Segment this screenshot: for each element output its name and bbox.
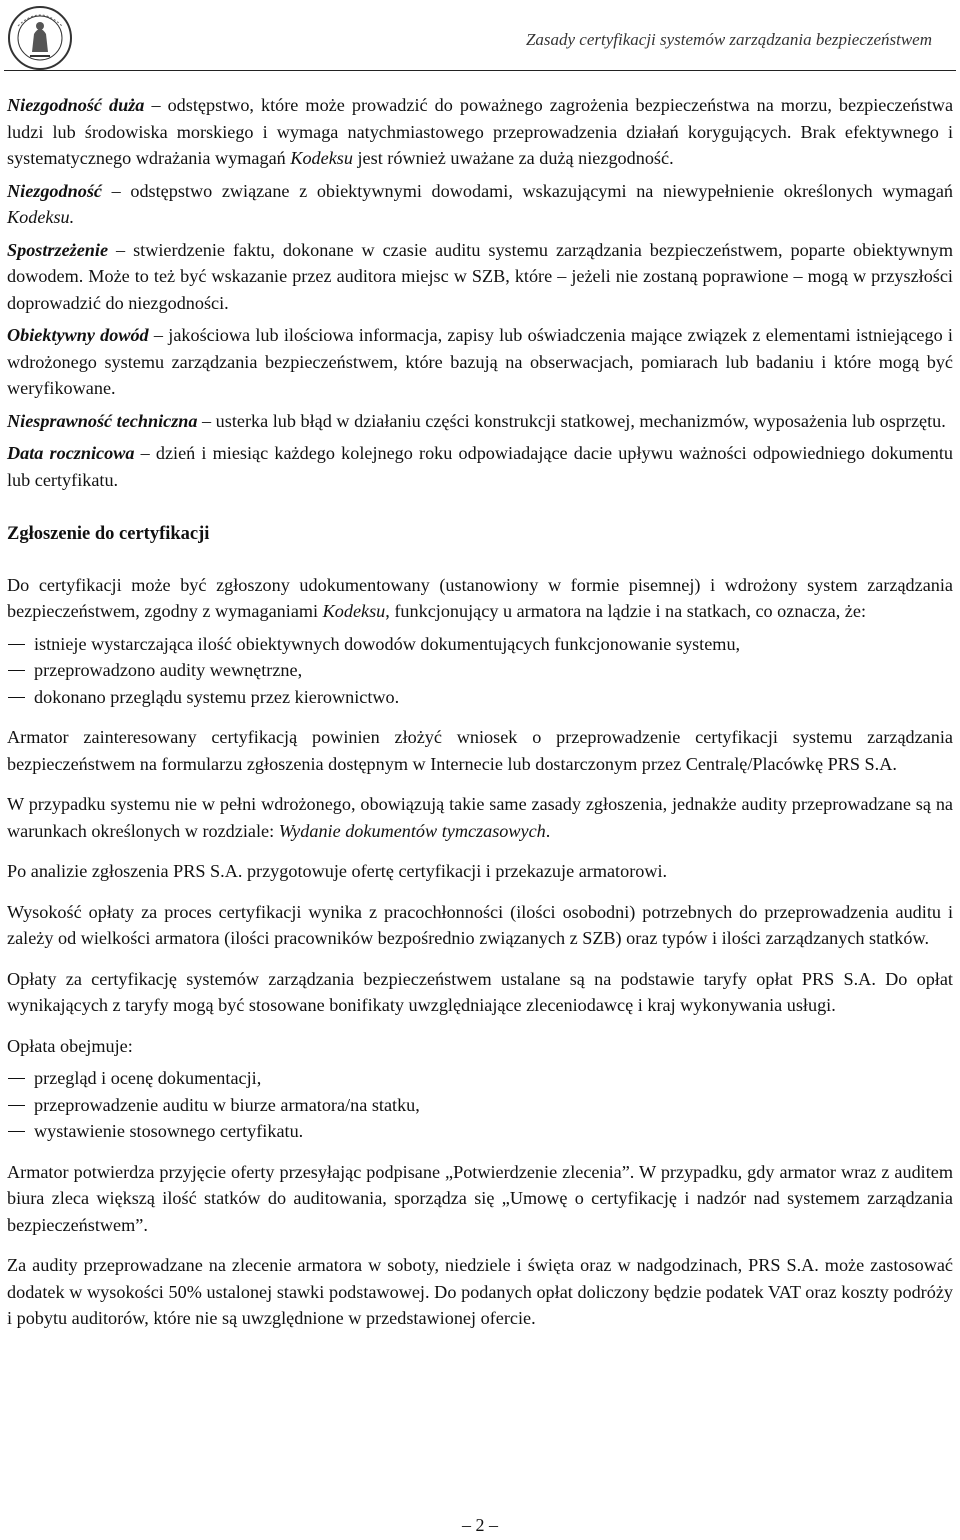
conditions-list (7, 631, 953, 711)
paragraph-confirmation: Armator potwierdza przyjęcie oferty przesyłając podpisane „Potwierdzenie zlecenia”. W przypadku, gdy armator wraz z auditem biura zleca większą ilość statków do auditowania, sporządza się „Umowę o certyfikację i nadzór nad systemem zarządzania bezpieczeństwem”. (7, 1161, 953, 1235)
definition-anniversary-date: Data rocznicowa – dzień i miesiąc każdego kolejnego roku odpowiadające dacie upływu ważności odpowiedniego dokumentu lub certyfikatu. (7, 443, 954, 490)
paragraph-fee-amount: Wysokość opłaty za proces certyfikacji wynika z pracochłonności (ilości osobodni) potrzebnych do przeprowadzenia auditu i zależy od wielkości armatora (ilości pracowników bezpośrednio związanych z SZB) oraz typów i ilości zarządzanych statków. (7, 901, 953, 948)
fee-items-list (7, 1065, 953, 1145)
header-divider (4, 70, 956, 71)
list-item: wystawienie stosownego certyfikatu. (7, 1118, 953, 1145)
definition-major-nonconformity: Niezgodność duża – odstępstwo, które może prowadzić do poważnego zagrożenia bezpieczeństwa na morzu, bezpieczeństwa ludzi lub środowiska morskiego i wymaga natychmiastowego przeprowadzenia działań korygujących. Brak efektywnego i systematycznego wdrażania wymagań Kodeksu jest również uważane za dużą niezgodność. (7, 95, 954, 168)
definition-term: Niezgodność duża (7, 95, 145, 115)
prs-logo (6, 4, 74, 72)
definition-nonconformity: Niezgodność – odstępstwo związane z obiektywnymi dowodami, wskazującymi na niewypełnienie określonych wymagań Kodeksu. (7, 180, 953, 227)
definition-term: Niezgodność (7, 180, 102, 201)
list-item: przeprowadzono audity wewnętrzne, (7, 657, 953, 684)
definition-term: Spostrzeżenie (7, 239, 109, 260)
intro-paragraph: Do certyfikacji może być zgłoszony udokumentowany (ustanowiony w formie pisemnej) i wdrożony system zarządzania bezpieczeństwem, zgodny z wymaganiami Kodeksu, funkcjonujący u armatora na lądzie i na statkach, co oznacza, że: (7, 574, 953, 621)
paragraph-offer: Po analizie zgłoszenia PRS S.A. przygotowuje ofertę certyfikacji i przekazuje armatorowi. (7, 861, 668, 881)
paragraph-application: Armator zainteresowany certyfikacją powinien złożyć wniosek o przeprowadzenie certyfikacji systemu zarządzania bezpieczeństwem na formularzu zgłoszenia dostępnym w Internecie lub dostarczonym przez Centralę/Placówkę PRS S.A. (7, 727, 953, 774)
list-item: przegląd i ocenę dokumentacji, (7, 1065, 953, 1092)
definition-term: Data rocznicowa (7, 443, 135, 463)
definition-term: Niesprawność techniczna (7, 410, 198, 431)
paragraph-weekend-surcharge: Za audity przeprowadzane na zlecenie armatora w soboty, niedziele i święta oraz w nadgodzinach, PRS S.A. może zastosować dodatek w wysokości 50% ustalonej stawki podstawowej. Do podanych opłat doliczony będzie podatek VAT oraz koszty podróży i pobytu auditorów, które nie są uwzględnione w przedstawionej ofercie. (7, 1255, 953, 1328)
definition-objective-evidence: Obiektywny dowód – jakościowa lub ilościowa informacja, zapisy lub oświadczenia mające związek z elementami istniejącego i wdrożonego systemu zarządzania bezpieczeństwem, które bazują na obserwacjach, pomiarach lub badaniu i które mogą być weryfikowane. (7, 325, 953, 398)
header-title: Zasady certyfikacji systemów zarządzania bezpieczeństwem (525, 30, 932, 49)
list-item: przeprowadzenie auditu w biurze armatora/na statku, (7, 1092, 953, 1119)
paragraph-partial-system: W przypadku systemu nie w pełni wdrożonego, obowiązują takie same zasady zgłoszenia, jednakże audity przeprowadzane są na warunkach określonych w rozdziale: Wydanie dokumentów tymczasowych. (7, 794, 953, 841)
definition-term: Obiektywny dowód (7, 325, 149, 345)
definition-technical-failure: Niesprawność techniczna – usterka lub błąd w działaniu części konstrukcji statkowej, mechanizmów, wyposażenia lub osprzętu. (7, 410, 946, 431)
page-number: – 2 – (462, 1515, 498, 1535)
section-heading: Zgłoszenie do certyfikacji (7, 524, 210, 544)
paragraph-tariff: Opłaty za certyfikację systemów zarządzania bezpieczeństwem ustalane są na podstawie taryfy opłat PRS S.A. Do opłat wynikających z taryfy mogą być stosowane bonifikaty uwzględniające zleceniodawcę i kraj wykonywania usługi. (7, 968, 953, 1015)
document-body (7, 92, 953, 1338)
list-item: istnieje wystarczająca ilość obiektywnych dowodów dokumentujących funkcjonowanie systemu, (7, 631, 953, 658)
list-item: dokonano przeglądu systemu przez kierownictwo. (7, 684, 953, 711)
definition-observation: Spostrzeżenie – stwierdzenie faktu, dokonane w czasie auditu systemu zarządzania bezpieczeństwem, poparte obiektywnym dowodem. Może to też być wskazanie przez auditora miejsc w SZB, które – jeżeli nie zostaną poprawione – mogą w przyszłości doprowadzić do niezgodności. (7, 239, 954, 313)
fee-includes-label: Opłata obejmuje: (7, 1035, 133, 1056)
